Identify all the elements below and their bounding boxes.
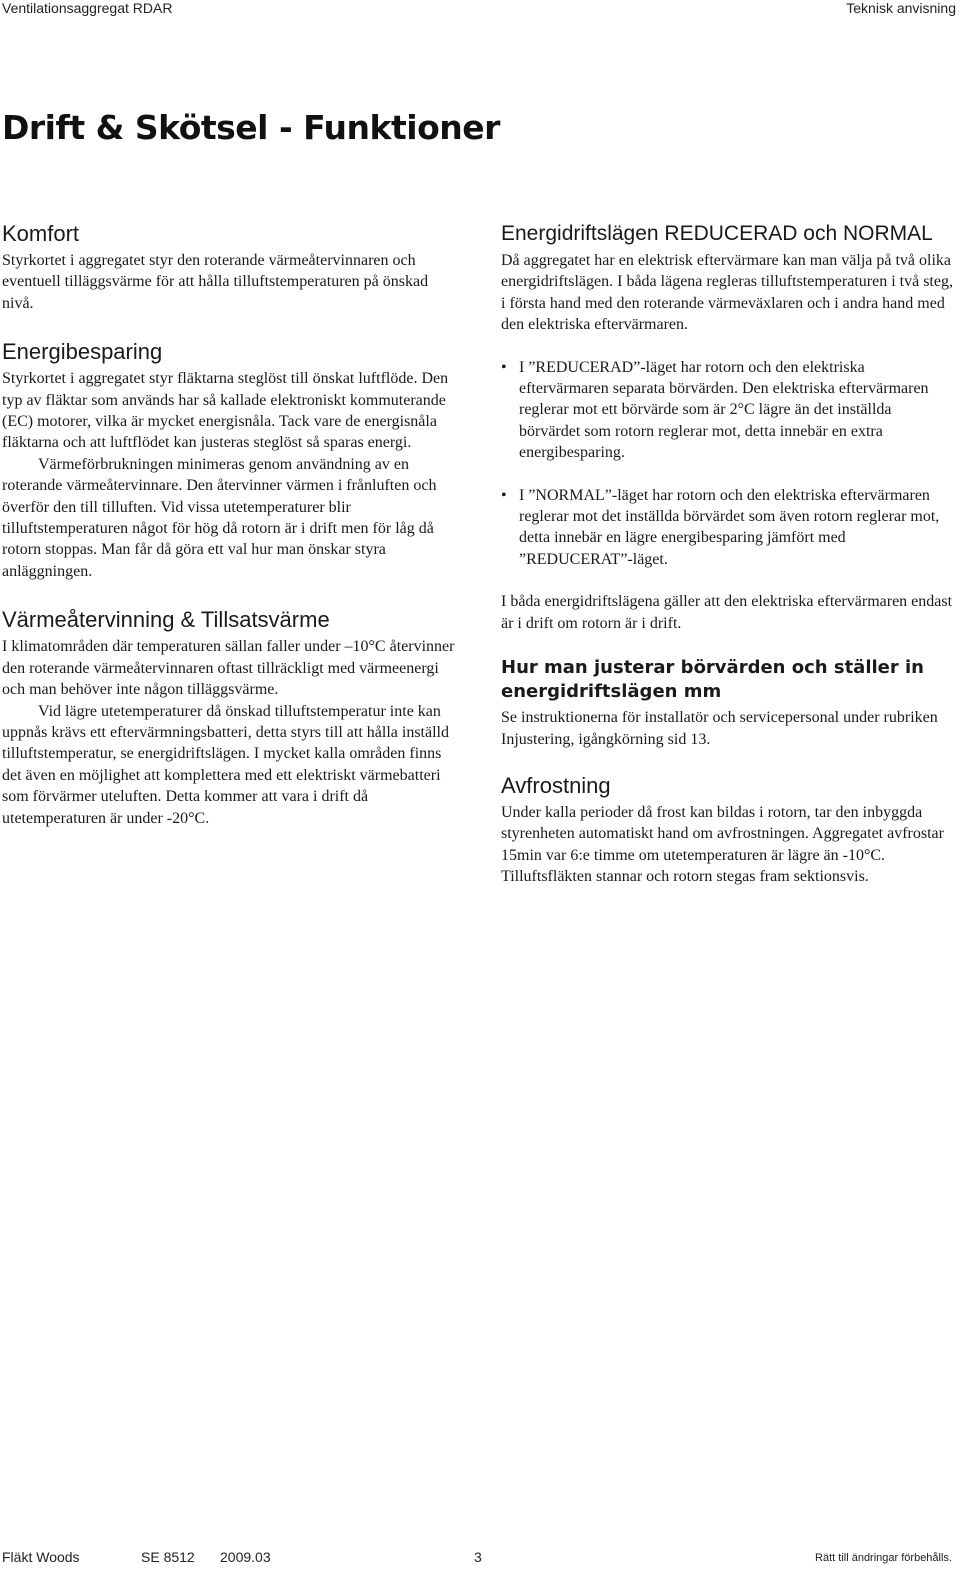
energidriftslagen-intro: Då aggregatet har en elektrisk eftervärmare kan man välja på två olika energidriftslägen. I båda lägena regleras tilluftstemperaturen i två steg, i första hand med den roterande värmeväxlaren och i andra hand med den elektriska eftervärmaren. [501, 252, 953, 334]
energidriftslagen-list [501, 357, 956, 571]
bullet-icon: • [501, 486, 507, 504]
footer-brand: Fläkt Woods [2, 1549, 80, 1565]
header-product-name: Ventilationsaggregat RDAR [2, 0, 173, 16]
varmeatervinning-paragraph-1: I klimatområden där temperaturen sällan faller under –10°C återvinner den roterande värmeåtervinnaren oftast tillräckligt med värmeenergi och man behöver inte någon tilläggsvärme. [2, 638, 455, 699]
footer-rights-notice: Rätt till ändringar förbehålls. [815, 1552, 952, 1564]
varmeatervinning-paragraph-2: Vid lägre utetemperaturer då önskad tilluftstemperatur inte kan uppnås krävs ett eftervärmningsbatteri, detta styrs till att hålla inställd tilluftstemperatur, se energidriftslägen. I mycket kalla områden finns det även en möjlighet att komplettera med ett elektriskt värmebatteri som förvärmer uteluften. Detta kommer att vara i drift då utetemperaturen är under -20°C. [2, 702, 449, 827]
right-column [501, 220, 956, 888]
energidriftslagen-outro: I båda energidriftslägena gäller att den elektriska eftervärmaren endast är i drift om rotorn är i drift. [501, 593, 953, 632]
komfort-text: Styrkortet i aggregatet styr den roterande värmeåtervinnaren och eventuell tilläggsvärme för att hålla tilluftstemperaturen på önskad nivå. [2, 252, 429, 312]
list-item [501, 485, 956, 571]
energidriftslagen-heading: Energidriftslägen REDUCERAD och NORMAL [501, 222, 933, 245]
list-item [501, 357, 956, 464]
list-item-text: I ”REDUCERAD”-läget har rotorn och den elektriska eftervärmaren separata börvärden. Den elektriska eftervärmaren reglerar mot ett börvärde som är 2°C lägre än det inställda börvärdet som rotorn reglerar mot, detta innebär en extra energibesparing. [519, 358, 929, 462]
justera-text: Se instruktionerna för installatör och servicepersonal under rubriken Injustering, igångkörning sid 13. [501, 709, 938, 748]
page-title: Drift & Skötsel - Funktioner [2, 108, 500, 147]
justera-heading: Hur man justerar börvärden och ställer in energidriftslägen mm [501, 657, 924, 703]
list-item-text: I ”NORMAL”-läget har rotorn och den elektriska eftervärmaren reglerar mot det inställda börvärdet som även rotorn reglerar mot, detta innebär en lägre energibesparing jämfört med ”REDUCERAT”-läget. [519, 486, 940, 568]
komfort-heading: Komfort [2, 221, 80, 246]
energibesparing-heading: Energibesparing [2, 339, 163, 365]
left-column [2, 220, 462, 829]
bullet-icon: • [501, 358, 507, 376]
avfrostning-text: Under kalla perioder då frost kan bildas i rotorn, tar den inbyggda styrenheten automatiskt hand om avfrostningen. Aggregatet avfrostar 15min var 6:e timme om utetemperaturen är lägre än -10°C. Tilluftsfläkten stannar och rotorn stegas fram sektionsvis. [501, 803, 944, 886]
energibesparing-paragraph-2: Värmeförbrukningen minimeras genom användning av en roterande värmeåtervinnare. Den återvinner värmen i frånluften och överför den till tilluften. Vid vissa utetemperaturer blir tilluftstemperaturen något för hög då rotorn är i drift men för låg då rotorn stoppas. Man får då göra ett val hur man önskar styra anläggningen. [2, 455, 437, 580]
avfrostning-heading: Avfrostning [501, 772, 611, 798]
varmeatervinning-heading: Värmeåtervinning & Tillsatsvärme [2, 607, 330, 633]
footer-page-number: 3 [474, 1549, 482, 1565]
header-document-type: Teknisk anvisning [846, 0, 956, 16]
footer-document-code: SE 8512 [141, 1549, 195, 1565]
footer-date: 2009.03 [220, 1549, 271, 1565]
energibesparing-paragraph-1: Styrkortet i aggregatet styr fläktarna steglöst till önskat luftflöde. Den typ av fläktar som används har så kallade elektroniskt kommuterande (EC) motorer, vilka är mycket energisnåla. Tack vare de energisnåla fläktarna och att luftflödet kan justeras steglöst så sparas energi. [2, 370, 449, 452]
